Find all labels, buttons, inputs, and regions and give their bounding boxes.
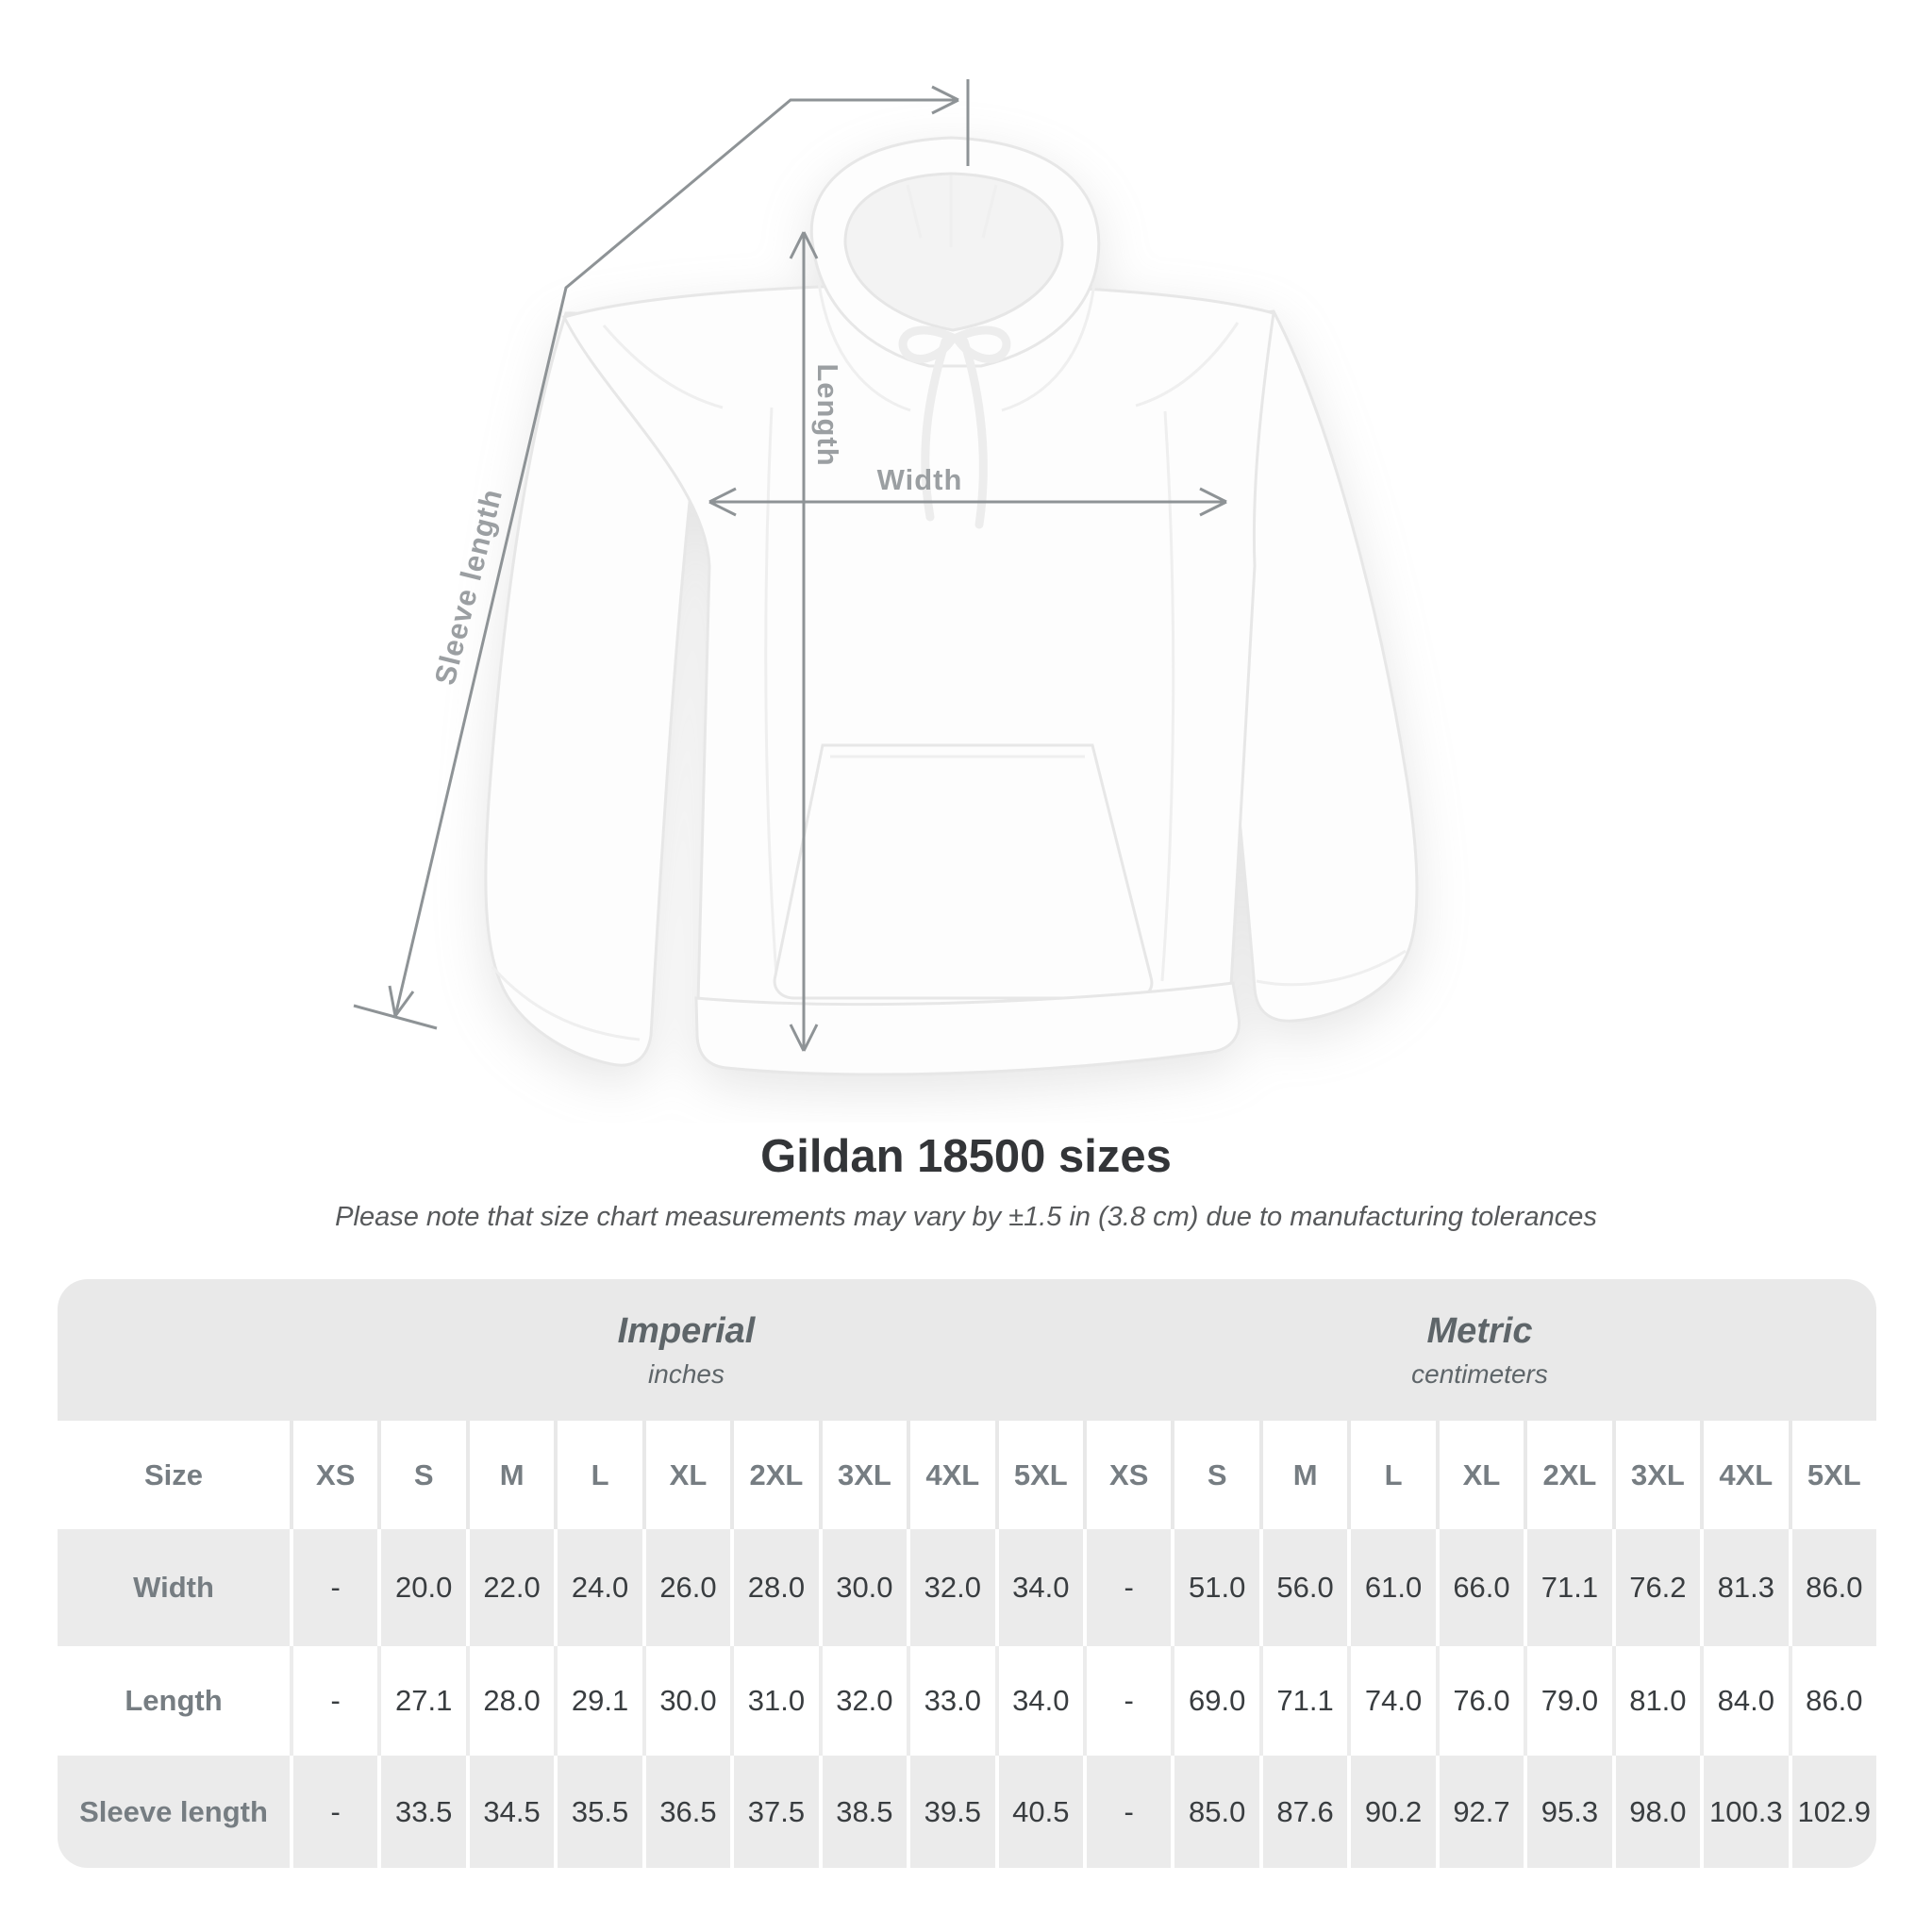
heading-block	[0, 1130, 1932, 1233]
size-col-header: L	[554, 1421, 641, 1529]
value-cell: 71.1	[1259, 1646, 1347, 1756]
value-cell: 24.0	[554, 1529, 641, 1646]
value-cell: 61.0	[1347, 1529, 1435, 1646]
size-col-header: XL	[642, 1421, 730, 1529]
size-col-header: M	[1259, 1421, 1347, 1529]
value-cell: 30.0	[642, 1646, 730, 1756]
value-cell: -	[290, 1756, 377, 1868]
table-row-width	[58, 1529, 1876, 1646]
value-cell: 32.0	[819, 1646, 907, 1756]
size-header-row	[58, 1421, 1876, 1529]
value-cell: 84.0	[1700, 1646, 1788, 1756]
row-label: Sleeve length	[79, 1794, 268, 1828]
value-cell: 22.0	[466, 1529, 554, 1646]
value-cell: 28.0	[730, 1529, 818, 1646]
value-cell: 37.5	[730, 1756, 818, 1868]
page-title: Gildan 18500 sizes	[760, 1131, 1172, 1182]
size-col-header: L	[1347, 1421, 1435, 1529]
value-cell: 32.0	[907, 1529, 994, 1646]
size-col-header: 5XL	[995, 1421, 1083, 1529]
value-cell: 39.5	[907, 1756, 994, 1868]
value-cell: 102.9	[1789, 1756, 1876, 1868]
size-col-header: 2XL	[1524, 1421, 1611, 1529]
value-cell: 30.0	[819, 1529, 907, 1646]
value-cell: 38.5	[819, 1756, 907, 1868]
size-col-header: XL	[1436, 1421, 1524, 1529]
size-col-header: 4XL	[1700, 1421, 1788, 1529]
value-cell: 87.6	[1259, 1756, 1347, 1868]
value-cell: 90.2	[1347, 1756, 1435, 1868]
imperial-group-title: Imperial	[617, 1310, 756, 1351]
length-measure-label: Length	[811, 363, 844, 467]
value-cell: 33.0	[907, 1646, 994, 1756]
unit-group-band	[58, 1279, 1876, 1421]
imperial-group-unit: inches	[648, 1358, 724, 1389]
size-col-header: XS	[1083, 1421, 1171, 1529]
value-cell: 85.0	[1171, 1756, 1258, 1868]
value-cell: 71.1	[1524, 1529, 1611, 1646]
value-cell: 33.5	[377, 1756, 465, 1868]
value-cell: 86.0	[1789, 1646, 1876, 1756]
sleeve-length-measure-label: Sleeve length	[427, 485, 509, 689]
tolerance-note: Please note that size chart measurements may vary by ±1.5 in (3.8 cm) due to manufacturing tolerances	[335, 1202, 1597, 1232]
value-cell: 34.0	[995, 1646, 1083, 1756]
metric-group-title: Metric	[1426, 1310, 1533, 1351]
value-cell: 76.2	[1612, 1529, 1700, 1646]
value-cell: 36.5	[642, 1756, 730, 1868]
width-measure-label: Width	[876, 463, 963, 496]
value-cell: 74.0	[1347, 1646, 1435, 1756]
value-cell: 76.0	[1436, 1646, 1524, 1756]
value-cell: -	[290, 1529, 377, 1646]
value-cell: 27.1	[377, 1646, 465, 1756]
value-cell: 34.5	[466, 1756, 554, 1868]
hoodie-pocket	[774, 745, 1152, 998]
value-cell: 26.0	[642, 1529, 730, 1646]
value-cell: 79.0	[1524, 1646, 1611, 1756]
value-cell: 29.1	[554, 1646, 641, 1756]
value-cell: 81.0	[1612, 1646, 1700, 1756]
value-cell: 86.0	[1789, 1529, 1876, 1646]
value-cell: -	[1083, 1529, 1171, 1646]
metric-group-unit: centimeters	[1411, 1358, 1548, 1389]
value-cell: 100.3	[1700, 1756, 1788, 1868]
value-cell: 20.0	[377, 1529, 465, 1646]
size-col-header: 3XL	[819, 1421, 907, 1529]
size-col-header: M	[466, 1421, 554, 1529]
value-cell: 40.5	[995, 1756, 1083, 1868]
value-cell: -	[290, 1646, 377, 1756]
value-cell: 35.5	[554, 1756, 641, 1868]
row-label: Length	[125, 1684, 223, 1717]
size-col-header: S	[377, 1421, 465, 1529]
size-col-header: 5XL	[1789, 1421, 1876, 1529]
value-cell: 31.0	[730, 1646, 818, 1756]
size-col-header: XS	[290, 1421, 377, 1529]
size-col-header: 4XL	[907, 1421, 994, 1529]
value-cell: 56.0	[1259, 1529, 1347, 1646]
size-table	[58, 1279, 1876, 1868]
size-column-header: Size	[143, 1457, 204, 1491]
value-cell: 81.3	[1700, 1529, 1788, 1646]
value-cell: -	[1083, 1646, 1171, 1756]
band-corner-spacer	[58, 1279, 290, 1421]
metric-group-header	[1083, 1279, 1876, 1421]
imperial-group-header	[290, 1279, 1083, 1421]
value-cell: 98.0	[1612, 1756, 1700, 1868]
value-cell: 69.0	[1171, 1646, 1258, 1756]
size-col-header: 3XL	[1612, 1421, 1700, 1529]
size-col-header: 2XL	[730, 1421, 818, 1529]
value-cell: 92.7	[1436, 1756, 1524, 1868]
value-cell: 34.0	[995, 1529, 1083, 1646]
table-row-sleeve-length	[58, 1756, 1876, 1868]
value-cell: 51.0	[1171, 1529, 1258, 1646]
row-label: Width	[133, 1571, 214, 1604]
size-col-header: S	[1171, 1421, 1258, 1529]
value-cell: -	[1083, 1756, 1171, 1868]
value-cell: 95.3	[1524, 1756, 1611, 1868]
value-cell: 28.0	[466, 1646, 554, 1756]
value-cell: 66.0	[1436, 1529, 1524, 1646]
table-row-length	[58, 1646, 1876, 1756]
